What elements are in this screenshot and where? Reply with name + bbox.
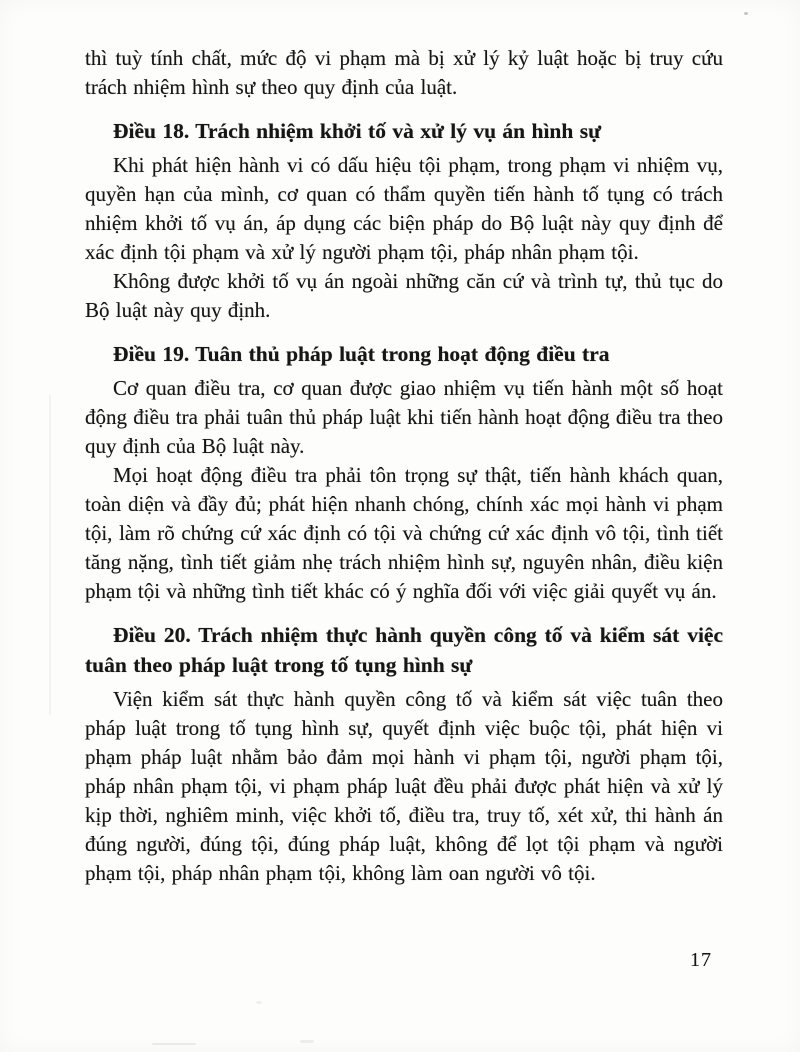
article-20-heading: Điều 20. Trách nhiệm thực hành quyền công tố và kiểm sát việc tuân theo pháp luật trong tố tụng hình sự bbox=[85, 623, 723, 677]
article-19-heading: Điều 19. Tuân thủ pháp luật trong hoạt động điều tra bbox=[113, 342, 610, 366]
continuation-paragraph: thì tuỳ tính chất, mức độ vi phạm mà bị xử lý kỷ luật hoặc bị truy cứu trách nhiệm hình sự theo quy định của luật. bbox=[85, 46, 723, 99]
article-18-heading: Điều 18. Trách nhiệm khởi tố và xử lý vụ án hình sự bbox=[113, 119, 601, 143]
scan-speck-artifact bbox=[256, 1001, 262, 1004]
article-20-paragraph-1: Viện kiểm sát thực hành quyền công tố và kiểm sát việc tuân theo pháp luật trong tố tụng hình sự, quyết định việc buộc tội, phát hiện vi phạm pháp luật nhằm bảo đảm mọi hành vi phạm tội, người phạm tội, pháp nhân phạm tội, vi phạm pháp luật đều phải được phát hiện và xử lý kịp thời, nghiêm minh, việc khởi tố, điều tra, truy tố, xét xử, thi hành án đúng người, đúng tội, đúng pháp luật, không để lọt tội phạm và người phạm tội, pháp nhân phạm tội, không làm oan người vô tội. bbox=[85, 687, 723, 885]
page-number: 17 bbox=[690, 949, 712, 971]
text-column bbox=[85, 44, 723, 888]
article-18-paragraph-2: Không được khởi tố vụ án ngoài những căn cứ và trình tự, thủ tục do Bộ luật này quy định. bbox=[85, 269, 723, 322]
scan-smudge-artifact bbox=[152, 1043, 196, 1045]
article-19-paragraph-1: Cơ quan điều tra, cơ quan được giao nhiệm vụ tiến hành một số hoạt động điều tra phải tuân thủ pháp luật khi tiến hành hoạt động điều tra theo quy định của Bộ luật này. bbox=[85, 376, 723, 458]
article-19-paragraph-2: Mọi hoạt động điều tra phải tôn trọng sự thật, tiến hành khách quan, toàn diện và đầy đủ; phát hiện nhanh chóng, chính xác mọi hành vi phạm tội, làm rõ chứng cứ xác định có tội và chứng cứ xác định vô tội, tình tiết tăng nặng, tình tiết giảm nhẹ trách nhiệm hình sự, nguyên nhân, điều kiện phạm tội và những tình tiết khác có ý nghĩa đối với việc giải quyết vụ án. bbox=[85, 463, 723, 603]
article-18-paragraph-1: Khi phát hiện hành vi có dấu hiệu tội phạm, trong phạm vi nhiệm vụ, quyền hạn của mình, cơ quan có thẩm quyền tiến hành tố tụng có trách nhiệm khởi tố vụ án, áp dụng các biện pháp do Bộ luật này quy định để xác định tội phạm và xử lý người phạm tội, pháp nhân phạm tội. bbox=[85, 153, 723, 264]
scan-edge-artifact bbox=[49, 395, 51, 715]
scan-smudge-artifact bbox=[300, 1040, 314, 1043]
scan-speck-artifact bbox=[744, 12, 748, 15]
